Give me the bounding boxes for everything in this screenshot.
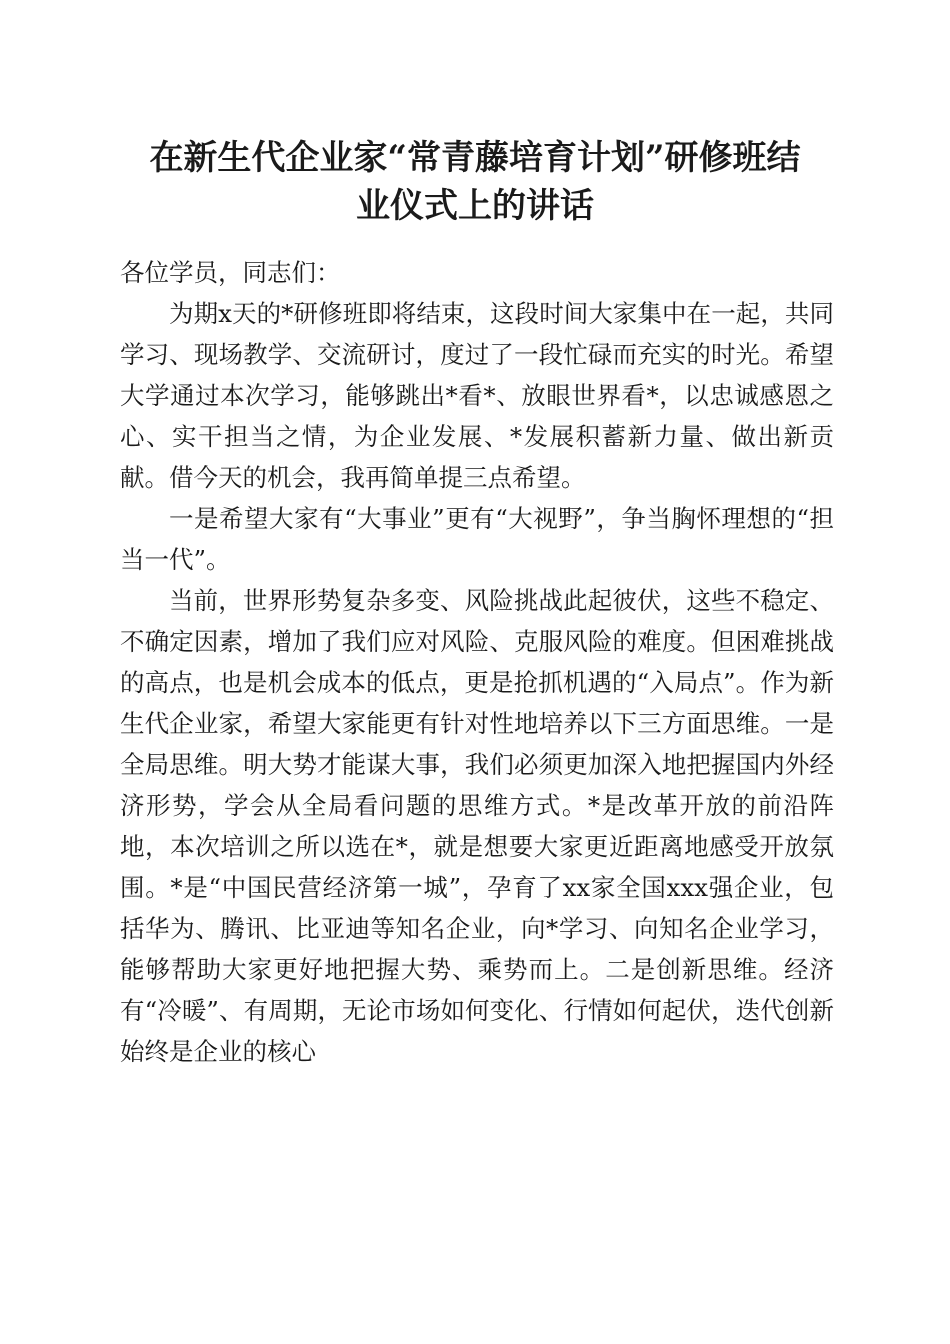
speech-body (120, 252, 834, 1072)
paragraph-heading-1: 一是希望大家有“大事业”更有“大视野”，争当胸怀理想的“担当一代”。 (120, 504, 834, 574)
paragraph-intro: 为期x天的*研修班即将结束，这段时间大家集中在一起，共同学习、现场教学、交流研讨，度过了一段忙碌而充实的时光。希望大学通过本次学习，能够跳出*看*、放眼世界看*，以忠诚感恩之心、实干担当之情，为企业发展、*发展积蓄新力量、做出新贡献。借今天的机会，我再简单提三点希望。 (120, 299, 834, 492)
title-line-1: 在新生代企业家“常青藤培育计划”研修班结 (149, 138, 801, 178)
page-title (110, 134, 840, 230)
greeting: 各位学员，同志们： (120, 258, 341, 287)
title-line-2: 业仪式上的讲话 (356, 186, 594, 226)
paragraph-body-1: 当前，世界形势复杂多变、风险挑战此起彼伏，这些不稳定、不确定因素，增加了我们应对风险、克服风险的难度。但困难挑战的高点，也是机会成本的低点，更是抢抓机遇的“入局点”。作为新生代企业家，希望大家能更有针对性地培养以下三方面思维。一是全局思维。明大势才能谋大事，我们必须更加深入地把握国内外经济形势，学会从全局看问题的思维方式。*是改革开放的前沿阵地，本次培训之所以选在*，就是想要大家更近距离地感受开放氛围。*是“中国民营经济第一城”，孕育了xx家全国xxx强企业，包括华为、腾讯、比亚迪等知名企业，向*学习、向知名企业学习，能够帮助大家更好地把握大势、乘势而上。二是创新思维。经济有“冷暖”、有周期，无论市场如何变化、行情如何起伏，迭代创新始终是企业的核心 (120, 586, 834, 1066)
